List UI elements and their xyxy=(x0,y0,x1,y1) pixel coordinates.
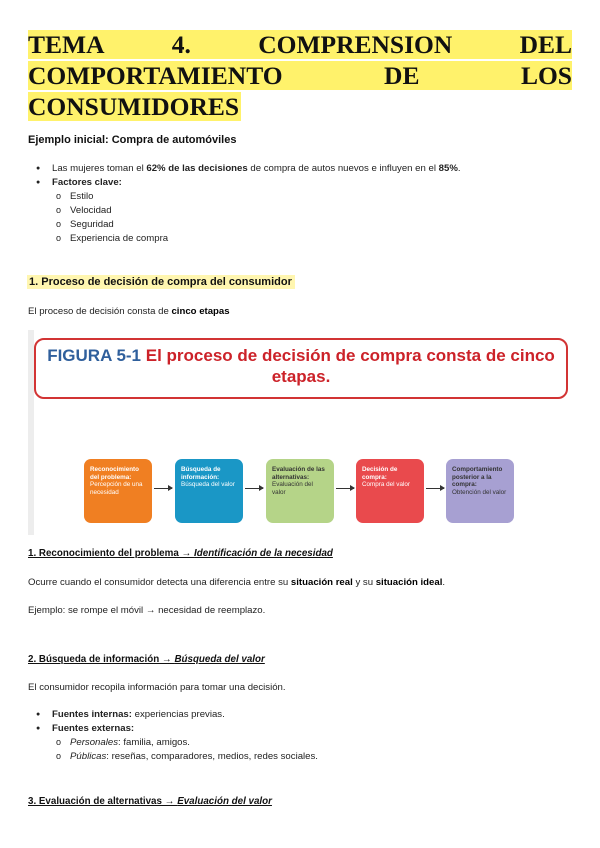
step-3-heading xyxy=(28,796,272,807)
intro-list xyxy=(28,162,461,246)
list-item xyxy=(28,708,318,722)
step-text: Evaluación del valor xyxy=(272,481,313,496)
step-title: Decisión de compra: xyxy=(362,466,398,481)
text: El proceso de decisión consta de xyxy=(28,306,172,317)
step-1-heading xyxy=(28,548,333,559)
text: experiencias previas. xyxy=(131,709,225,720)
step-text: Percepción de una necesidad xyxy=(90,481,143,496)
figure-caption: El proceso de decisión de compra consta de cinco etapas. xyxy=(141,346,555,386)
emphasis-text: Identificación de la necesidad xyxy=(194,548,333,559)
step-box-1 xyxy=(84,459,152,523)
text: 3. Evaluación de alternativas → xyxy=(28,796,178,807)
intro-heading: Ejemplo inicial: Compra de automóviles xyxy=(28,134,237,146)
section-1-heading: 1. Proceso de decisión de compra del consumidor xyxy=(27,275,295,289)
step-text: Obtención del valor xyxy=(452,488,507,496)
arrow-icon xyxy=(245,488,263,489)
page-title-line-3 xyxy=(28,92,572,121)
step-box-2 xyxy=(175,459,243,523)
bold-text: 62% de las decisiones xyxy=(146,163,248,174)
text: Ocurre cuando el consumidor detecta una diferencia entre su xyxy=(28,577,291,588)
text: de compra de autos nuevos e influyen en el xyxy=(247,163,439,174)
title-word: DEL xyxy=(519,30,572,59)
step-box-3 xyxy=(266,459,334,523)
title-word: LOS xyxy=(520,61,572,90)
list-item xyxy=(52,736,318,750)
text: Las mujeres toman el xyxy=(52,163,147,174)
title-word: CONSUMIDORES xyxy=(28,92,240,121)
title-word: COMPORTAMIENTO xyxy=(28,61,283,90)
list-item xyxy=(28,722,318,764)
list-item xyxy=(28,162,461,176)
emphasis-text: Evaluación del valor xyxy=(177,796,272,807)
figure-title-box xyxy=(34,338,568,399)
text: 1. Reconocimiento del problema → xyxy=(28,548,195,559)
figure-number: FIGURA 5-1 xyxy=(47,346,142,365)
arrow-icon xyxy=(426,488,444,489)
figure-decision-process xyxy=(28,330,572,535)
text: . xyxy=(442,577,446,588)
page-title-line-1 xyxy=(28,30,572,59)
step-2-text: El consumidor recopila información para tomar una decisión. xyxy=(28,682,286,693)
arrow-icon xyxy=(154,488,172,489)
bold-text: Fuentes externas: xyxy=(52,723,135,734)
arrow-icon xyxy=(336,488,354,489)
list-item xyxy=(28,176,461,246)
text: y su xyxy=(352,577,376,588)
list-item: o Seguridad xyxy=(52,218,461,232)
figure-title xyxy=(36,345,566,387)
external-sources-list xyxy=(52,736,318,764)
emphasis-text: Personales xyxy=(70,737,118,748)
text: : familia, amigos. xyxy=(118,737,190,748)
bold-text: situación real xyxy=(290,577,353,588)
title-word: DE xyxy=(384,61,420,90)
emphasis-text: Búsqueda del valor xyxy=(174,654,265,665)
step-text: Búsqueda del valor xyxy=(181,481,235,489)
step-title: Evaluación de las alternativas: xyxy=(272,466,325,481)
text: . xyxy=(457,163,461,174)
step-2-heading xyxy=(28,654,265,665)
bold-text: situación ideal xyxy=(375,577,443,588)
text: : reseñas, comparadores, medios, redes sociales. xyxy=(106,751,318,762)
step-1-text xyxy=(28,577,445,588)
step-title: Búsqueda de información: xyxy=(181,466,221,481)
page-title-line-2 xyxy=(28,61,572,90)
step-text: Compra del valor xyxy=(362,481,410,489)
title-word: COMPRENSION xyxy=(258,30,453,59)
step-title: Comportamiento posterior a la compra: xyxy=(452,466,503,489)
bold-text: cinco etapas xyxy=(171,306,230,317)
list-item: o Experiencia de compra xyxy=(52,232,461,246)
step-box-5 xyxy=(446,459,514,523)
list-item xyxy=(52,750,318,764)
section-1-text xyxy=(28,306,230,317)
text: 2. Búsqueda de información → xyxy=(28,654,175,665)
step-box-4 xyxy=(356,459,424,523)
list-item: o Velocidad xyxy=(52,204,461,218)
title-word: 4. xyxy=(171,30,191,59)
list-item: o Estilo xyxy=(52,190,461,204)
bold-text: Factores clave: xyxy=(52,177,122,188)
step-1-example: Ejemplo: se rompe el móvil → necesidad de reemplazo. xyxy=(28,605,266,616)
bold-text: Fuentes internas: xyxy=(52,709,132,720)
factors-list xyxy=(52,190,461,246)
sources-list xyxy=(28,708,318,764)
title-word: TEMA xyxy=(28,30,105,59)
step-title: Reconocimiento del problema: xyxy=(90,466,139,481)
emphasis-text: Públicas xyxy=(70,751,107,762)
bold-text: 85% xyxy=(438,163,458,174)
